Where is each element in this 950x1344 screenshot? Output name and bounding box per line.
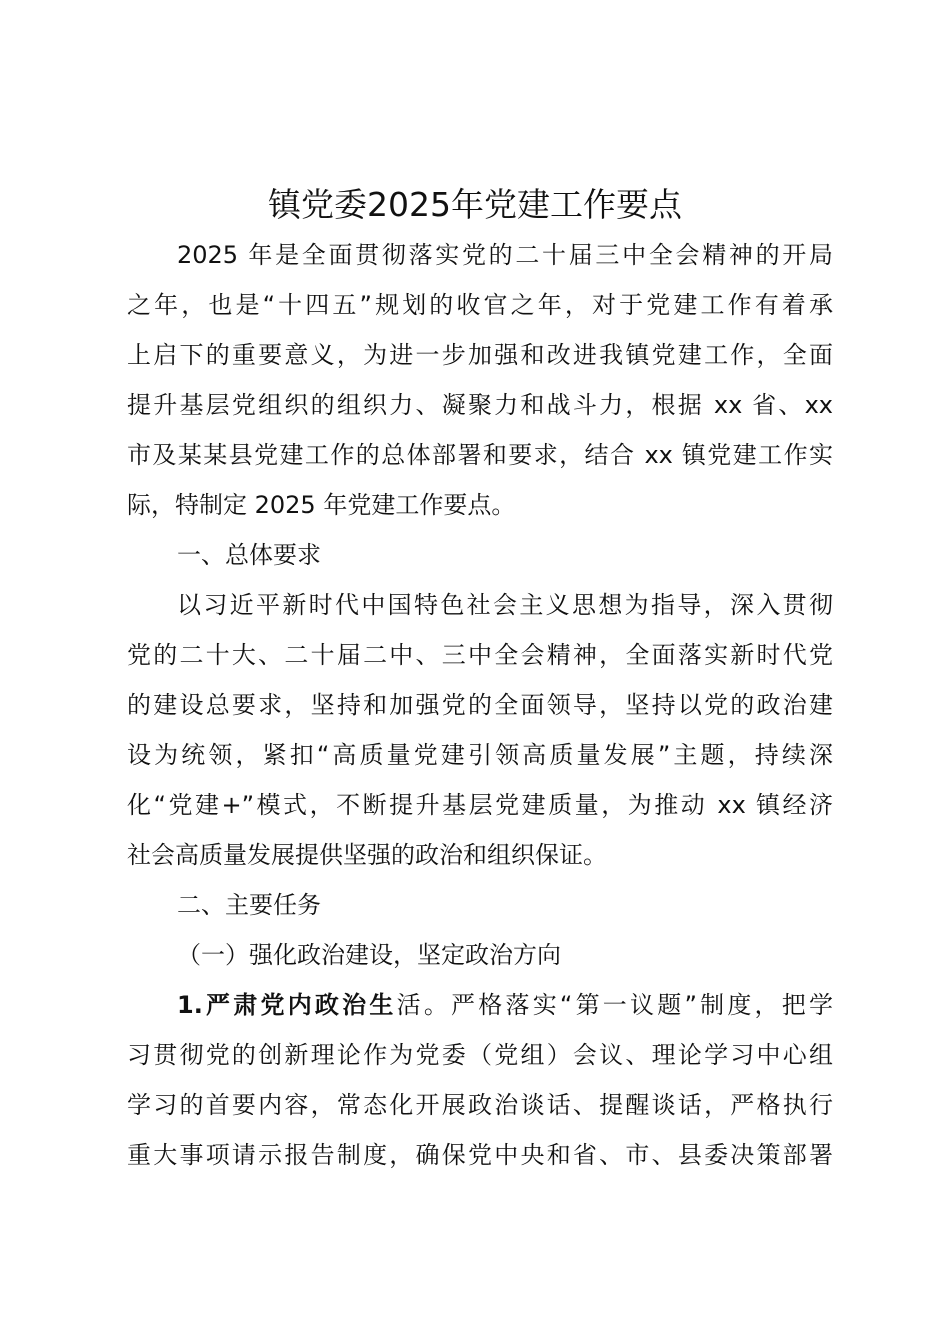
text-line: 2025 年是全面贯彻落实党的二十届三中全会精神的开局 — [177, 241, 833, 269]
section-heading-main-tasks: 二、主要任务 — [177, 891, 321, 919]
text-line: 上启下的重要意义，为进一步加强和改进我镇党建工作，全面 — [127, 341, 833, 369]
text-line: 设为统领，紧扣“高质量党建引领高质量发展”主题，持续深 — [127, 741, 833, 769]
intro-paragraph — [127, 230, 833, 530]
text-line: 以习近平新时代中国特色社会主义思想为指导，深入贯彻 — [177, 591, 833, 619]
text-line — [127, 980, 833, 1030]
subsection-heading-political-building: （一）强化政治建设，坚定政治方向 — [177, 941, 561, 969]
text-line: 之年，也是“十四五”规划的收官之年，对于党建工作有着承 — [127, 291, 833, 319]
general-requirements-paragraph — [127, 580, 833, 880]
text-line: 习贯彻党的创新理论作为党委（党组）会议、理论学习中心组 — [127, 1041, 833, 1069]
section-heading-general-requirements: 一、总体要求 — [177, 541, 321, 569]
item-1-text: 活。严格落实“第一议题”制度，把学 — [396, 991, 833, 1019]
text-line: 际，特制定 2025 年党建工作要点。 — [127, 491, 516, 519]
item-1-paragraph — [127, 980, 833, 1180]
text-line: 市及某某县党建工作的总体部署和要求，结合 xx 镇党建工作实 — [127, 441, 833, 469]
text-line: 社会高质量发展提供坚强的政治和组织保证。 — [127, 841, 607, 869]
text-line: 学习的首要内容，常态化开展政治谈话、提醒谈话，严格执行 — [127, 1091, 833, 1119]
text-line: 提升基层党组织的组织力、凝聚力和战斗力，根据 xx 省、xx — [127, 391, 833, 419]
document-title: 镇党委2025年党建工作要点 — [268, 185, 682, 224]
text-line: 党的二十大、二十届二中、三中全会精神，全面落实新时代党 — [127, 641, 833, 669]
document-body — [127, 230, 833, 1180]
text-line: 化“党建+”模式，不断提升基层党建质量，为推动 xx 镇经济 — [127, 791, 833, 819]
text-line: 的建设总要求，坚持和加强党的全面领导，坚持以党的政治建 — [127, 691, 833, 719]
item-1-title: 1.严肃党内政治生 — [177, 991, 397, 1019]
text-line: 重大事项请示报告制度，确保党中央和省、市、县委决策部署 — [127, 1141, 833, 1169]
